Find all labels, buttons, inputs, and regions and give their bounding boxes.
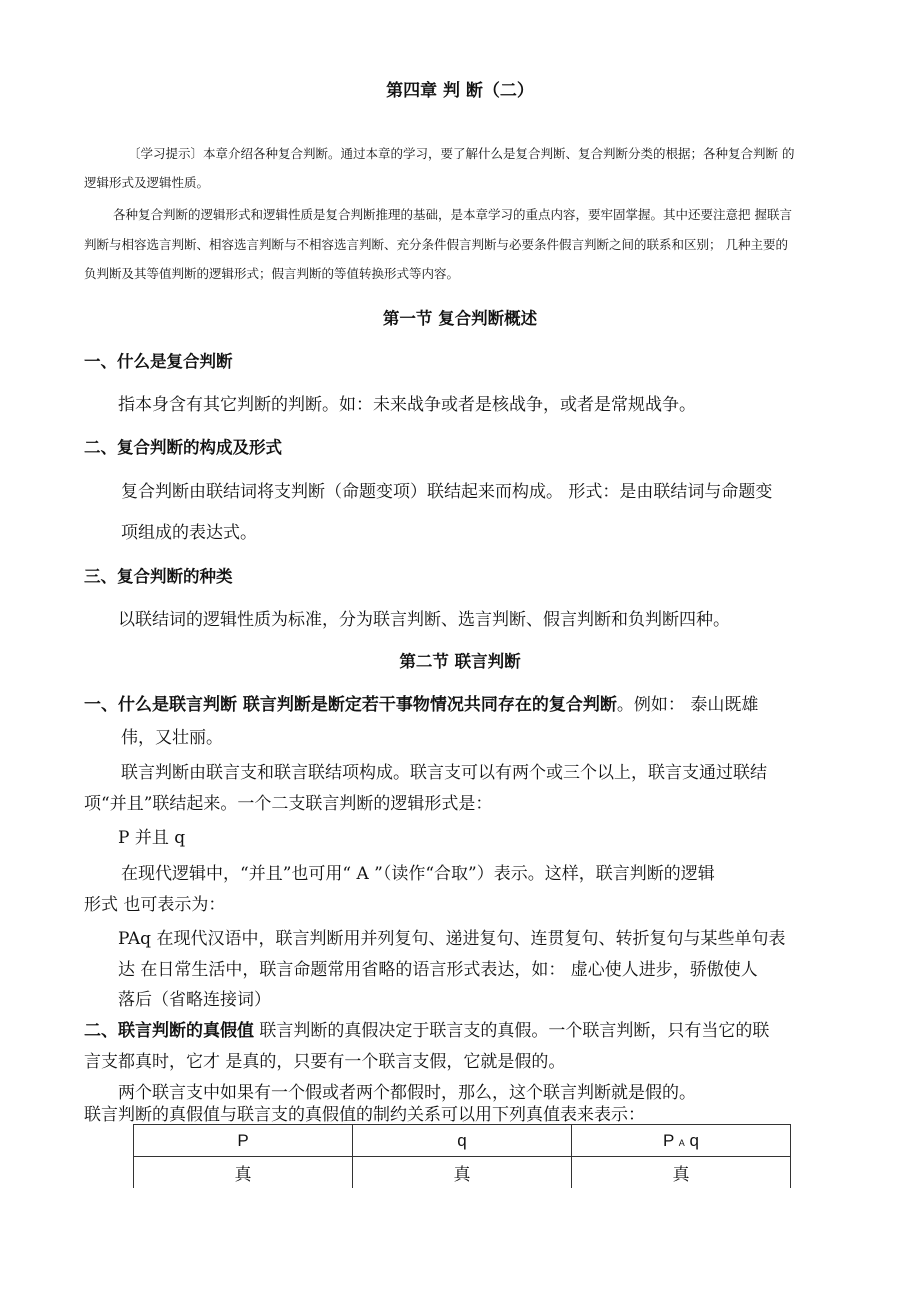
section-1-paragraph-1: 指本身含有其它判断的判断。如：未来战争或者是核战争，或者是常规战争。	[118, 395, 696, 415]
truth-table	[133, 1124, 791, 1188]
intro-paragraph-2-line-2: 判断与相容选言判断、相容选言判断与不相容选言判断、充分条件假言判断与必要条件假言判断之间的联系和区别； 几种主要的	[84, 237, 788, 252]
section-2-paragraph-3-line-1: PAq 在现代汉语中，联言判断用并列复句、递进复句、连贯复句、转折复句与某些单句表	[118, 929, 786, 949]
section-2-paragraph-2-line-2: 形式 也可表示为：	[84, 895, 226, 915]
section-1-heading-3: 三、复合判断的种类	[84, 567, 233, 586]
section-2-title: 第二节 联言判断	[399, 652, 521, 671]
section-2-paragraph-2-line-1: 在现代逻辑中，“并且”也可用“ A ”（读作“合取”）表示。这样，联言判断的逻辑	[121, 864, 715, 884]
truth-table-cell: 真	[353, 1157, 572, 1189]
section-1-paragraph-2-line-2: 项组成的表达式。	[121, 523, 257, 543]
section-2-paragraph-4: 两个联言支中如果有一个假或者两个都假时，那么，这个联言判断就是假的。	[118, 1083, 696, 1103]
section-2-heading-1-line-2: 伟，又壮丽。	[121, 728, 223, 748]
intro-paragraph-1-line-1: 〔学习提示〕本章介绍各种复合判断。通过本章的学习，要了解什么是复合判断、复合判断分类的根据；各种复合判断 的	[128, 146, 795, 161]
formula-p-and-q: P 并且 q	[118, 828, 186, 848]
section-2-heading-1-tail: 。例如： 泰山既雄	[616, 695, 759, 715]
section-2-heading-2-line-2: 言支都真时，它才 是真的，只要有一个联言支假，它就是假的。	[84, 1052, 566, 1072]
section-1-heading-1: 一、什么是复合判断	[84, 352, 233, 371]
intro-paragraph-1-line-2: 逻辑形式及逻辑性质。	[84, 175, 210, 190]
section-2-heading-2-tail: 联言判断的真假决定于联言支的真假。一个联言判断，只有当它的联	[254, 1021, 770, 1041]
intro-paragraph-2-line-1: 各种复合判断的逻辑形式和逻辑性质是复合判断推理的基础，是本章学习的重点内容，要牢固掌握。其中还要注意把 握联言	[113, 207, 792, 222]
section-1-title: 第一节 复合判断概述	[382, 309, 538, 328]
truth-table-header-p-and-q: P A q	[572, 1125, 791, 1157]
truth-table-cell: 真	[134, 1157, 353, 1189]
intro-paragraph-2-line-3: 负判断及其等值判断的逻辑形式；假言判断的等值转换形式等内容。	[84, 266, 460, 281]
section-2-paragraph-3-line-3: 落后（省略连接词）	[118, 990, 271, 1010]
truth-table-header-p: P	[134, 1125, 353, 1157]
section-1-paragraph-3: 以联结词的逻辑性质为标准，分为联言判断、选言判断、假言判断和负判断四种。	[118, 610, 730, 630]
section-2-heading-2: 二、联言判断的真假值	[84, 1021, 254, 1041]
truth-table-header-q: q	[353, 1125, 572, 1157]
chapter-title: 第四章 判 断（二）	[386, 81, 534, 101]
section-2-heading-2-line	[84, 1016, 769, 1041]
section-2-paragraph-1-line-2: 项“并且”联结起来。一个二支联言判断的逻辑形式是：	[84, 794, 493, 814]
section-2-heading-1: 一、什么是联言判断 联言判断是断定若干事物情况共同存在的复合判断	[84, 695, 617, 715]
section-2-heading-1-line	[84, 690, 758, 715]
section-2-paragraph-3-line-2: 达 在日常生活中，联言命题常用省略的语言形式表达，如： 虚心使人进步，骄傲使人	[118, 960, 758, 980]
truth-table-row	[134, 1157, 791, 1189]
section-1-heading-2: 二、复合判断的构成及形式	[84, 438, 282, 457]
section-2-paragraph-5: 联言判断的真假值与联言支的真假值的制约关系可以用下列真值表来表示：	[84, 1105, 645, 1125]
section-1-paragraph-2-line-1: 复合判断由联结词将支判断（命题变项）联结起来而构成。 形式：是由联结词与命题变	[121, 482, 773, 502]
truth-table-header-row	[134, 1125, 791, 1157]
section-2-paragraph-1-line-1: 联言判断由联言支和联言联结项构成。联言支可以有两个或三个以上，联言支通过联结	[121, 763, 767, 783]
truth-table-cell: 真	[572, 1157, 791, 1189]
